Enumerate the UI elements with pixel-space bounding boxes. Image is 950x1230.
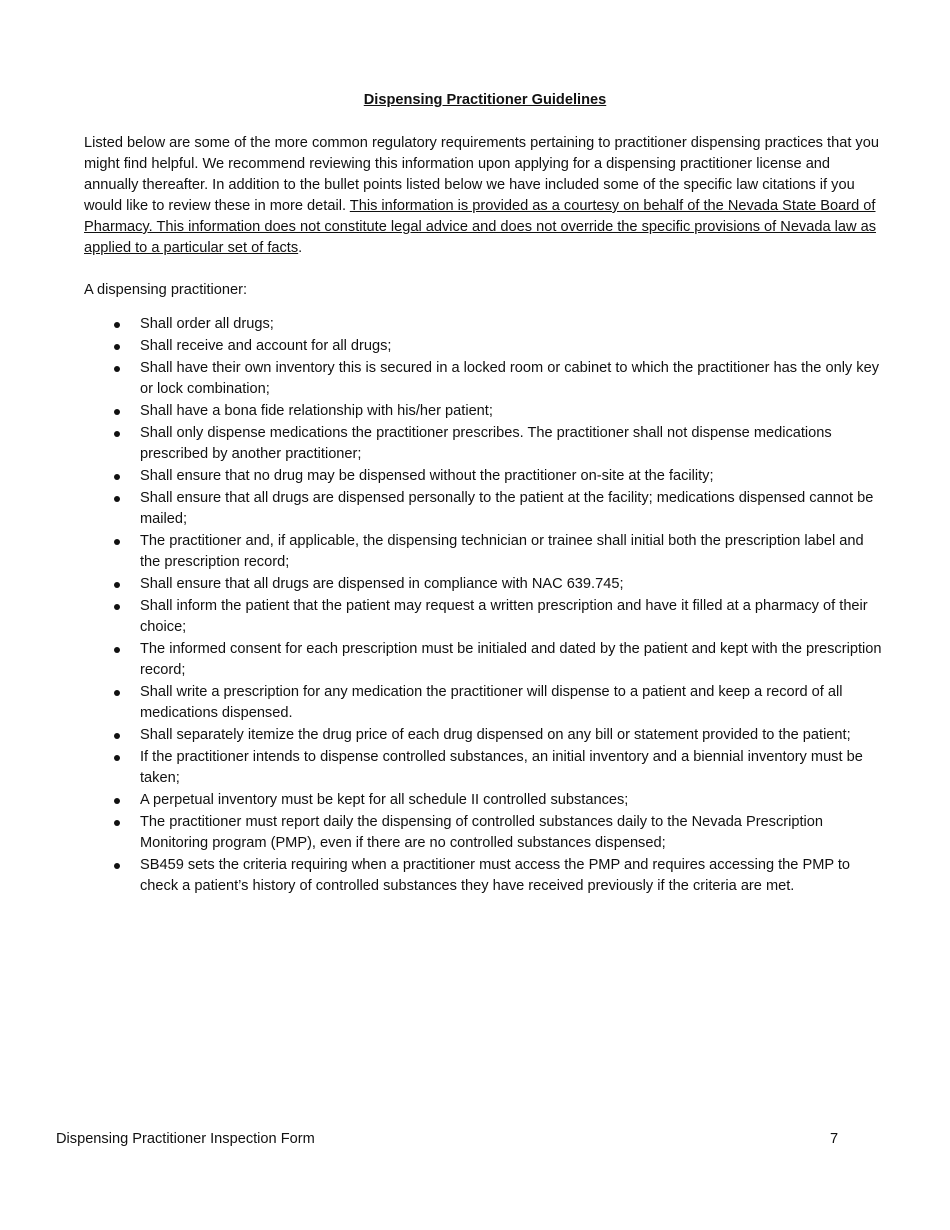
list-item — [84, 855, 886, 897]
list-item-text: If the practitioner intends to dispense controlled substances, an initial inventory and a biennial inventory must be taken; — [140, 749, 863, 786]
bullet-icon — [114, 820, 120, 826]
bullet-icon — [114, 496, 120, 502]
list-item — [84, 574, 886, 595]
bullet-icon — [114, 863, 120, 869]
bullet-icon — [114, 733, 120, 739]
bullet-icon — [114, 539, 120, 545]
intro-paragraph — [84, 133, 886, 259]
intro-period: . — [298, 240, 303, 256]
list-item-text: Shall ensure that all drugs are dispensed personally to the patient at the facility; medications dispensed cannot be mailed; — [140, 490, 874, 527]
list-item — [84, 596, 886, 638]
list-item — [84, 488, 886, 530]
bullet-icon — [114, 474, 120, 480]
list-item-text: Shall have a bona fide relationship with his/her patient; — [140, 403, 493, 419]
bullet-icon — [114, 409, 120, 415]
footer-form-title: Dispensing Practitioner Inspection Form — [56, 1131, 315, 1147]
footer-page-number: 7 — [830, 1131, 839, 1147]
list-item — [84, 358, 886, 400]
list-item-text: Shall receive and account for all drugs; — [140, 338, 392, 354]
page-title: Dispensing Practitioner Guidelines — [363, 92, 607, 108]
bullet-icon — [114, 344, 120, 350]
list-item-text: The practitioner and, if applicable, the dispensing technician or trainee shall initial both the prescription label and the prescription record; — [140, 533, 864, 570]
lead-line: A dispensing practitioner: — [84, 282, 248, 298]
bullet-icon — [114, 604, 120, 610]
list-item — [84, 531, 886, 573]
list-item — [84, 314, 886, 335]
list-item-text: Shall write a prescription for any medication the practitioner will dispense to a patient and keep a record of all medications dispensed. — [140, 684, 843, 721]
list-item — [84, 423, 886, 465]
bullet-icon — [114, 755, 120, 761]
bullet-icon — [114, 431, 120, 437]
list-item — [84, 336, 886, 357]
list-item — [84, 639, 886, 681]
bullet-icon — [114, 582, 120, 588]
list-item-text: SB459 sets the criteria requiring when a practitioner must access the PMP and requires accessing the PMP to check a patient’s history of controlled substances they have received previously if the criteria are met. — [140, 857, 851, 894]
list-item-text: Shall only dispense medications the practitioner prescribes. The practitioner shall not dispense medications prescribed by another practitioner; — [140, 425, 832, 462]
document-body — [84, 90, 886, 898]
bullet-icon — [114, 322, 120, 328]
list-item — [84, 747, 886, 789]
list-item-text: Shall inform the patient that the patient may request a written prescription and have it filled at a pharmacy of their choice; — [140, 598, 868, 635]
list-item — [84, 812, 886, 854]
list-item-text: The informed consent for each prescription must be initialed and dated by the patient and kept with the prescription record; — [140, 641, 882, 678]
list-item-text: Shall order all drugs; — [140, 316, 274, 332]
list-item — [84, 682, 886, 724]
bullet-icon — [114, 647, 120, 653]
list-item-text: Shall ensure that no drug may be dispensed without the practitioner on-site at the facility; — [140, 468, 714, 484]
list-item-text: Shall ensure that all drugs are dispensed in compliance with NAC 639.745; — [140, 576, 624, 592]
list-item-text: Shall separately itemize the drug price of each drug dispensed on any bill or statement provided to the patient; — [140, 727, 851, 743]
list-item — [84, 466, 886, 487]
bullet-icon — [114, 366, 120, 372]
list-item — [84, 790, 886, 811]
bullet-icon — [114, 798, 120, 804]
list-item-text: Shall have their own inventory this is secured in a locked room or cabinet to which the practitioner has the only key or lock combination; — [140, 360, 879, 397]
list-item-text: The practitioner must report daily the dispensing of controlled substances daily to the Nevada Prescription Monitoring program (PMP), even if there are no controlled substances dispensed; — [140, 814, 824, 851]
disclaimer-text: This information is provided as a courtesy on behalf of the Nevada State Board of Pharmacy. This information does not constitute legal advice and does not override the specific provisions of Nevada law as applied to a particular set of facts — [84, 198, 877, 256]
list-item-text: A perpetual inventory must be kept for all schedule II controlled substances; — [140, 792, 629, 808]
requirements-list — [84, 314, 886, 897]
list-item — [84, 401, 886, 422]
intro-text: Listed below are some of the more common regulatory requirements pertaining to practitioner dispensing practices that you might find helpful. We recommend reviewing this information upon applying for a dispensing practitioner license and annually thereafter. In addition to the bullet points listed below we have included some of the specific law citations if you would like to review these in more detail. — [84, 135, 879, 214]
list-item — [84, 725, 886, 746]
bullet-icon — [114, 690, 120, 696]
